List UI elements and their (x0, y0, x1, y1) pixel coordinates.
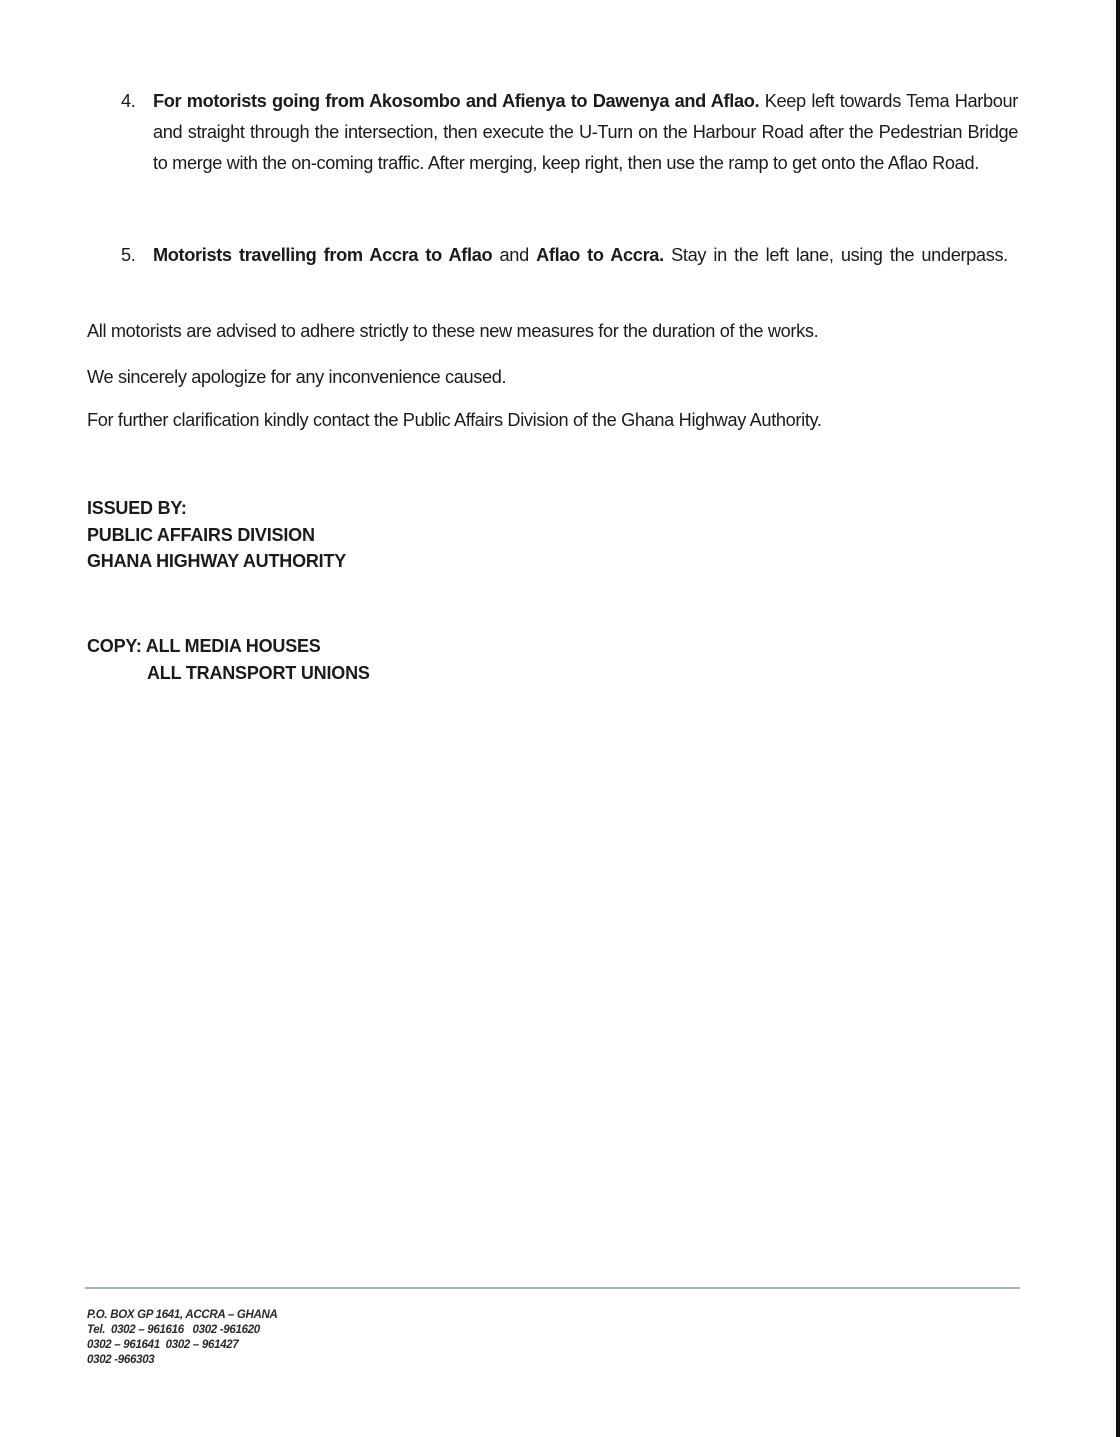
item-body (153, 86, 1018, 179)
item-bold-lead: Motorists travelling from Accra to Aflao (153, 245, 493, 265)
viewer-edge (1116, 0, 1120, 1437)
item-body (153, 240, 1018, 271)
footer-tel-2: 0302 – 961641 0302 – 961427 (87, 1339, 239, 1351)
item-number: 5. (121, 245, 136, 265)
item-connector: and (492, 245, 537, 265)
advisory-paragraph: All motorists are advised to adhere strictly to these new measures for the duration of the works. (87, 321, 819, 341)
item-number: 4. (121, 91, 136, 111)
issued-by-block (87, 495, 346, 575)
item-bold-lead-2: Aflao to Accra. (536, 245, 664, 265)
issuer-division: PUBLIC AFFAIRS DIVISION (87, 524, 315, 545)
footer-divider (85, 1287, 1020, 1289)
numbered-item-5 (121, 240, 1018, 271)
footer-contact (87, 1308, 278, 1368)
footer-tel-1: Tel. 0302 – 961616 0302 -961620 (87, 1324, 260, 1336)
item-text: Stay in the left lane, using the underpass. (663, 245, 1008, 265)
apology-paragraph: We sincerely apologize for any inconvenience caused. (87, 367, 507, 387)
copy-line-1: COPY: ALL MEDIA HOUSES (87, 636, 321, 656)
issuer-authority: GHANA HIGHWAY AUTHORITY (87, 551, 347, 571)
issued-by-label: ISSUED BY: (87, 498, 187, 518)
copy-block (87, 633, 370, 686)
footer-tel-3: 0302 -966303 (87, 1354, 155, 1366)
item-bold-lead: For motorists going from Akosombo and Afienya to Dawenya and Aflao. (153, 91, 760, 111)
footer-address: P.O. BOX GP 1641, ACCRA – GHANA (87, 1309, 278, 1321)
contact-paragraph: For further clarification kindly contact the Public Affairs Division of the Ghana Highway Authority. (87, 410, 822, 430)
copy-line-2: ALL TRANSPORT UNIONS (147, 662, 370, 683)
numbered-item-4 (121, 86, 1018, 179)
item-text: Keep left towards Tema Harbour and straight through the intersection, then execute the U-Turn on the Harbour Road after the Pedestrian Bridge to merge with the on-coming traffic. After merging, keep right, then use the ramp to get onto the Aflao Road. (153, 91, 1018, 173)
